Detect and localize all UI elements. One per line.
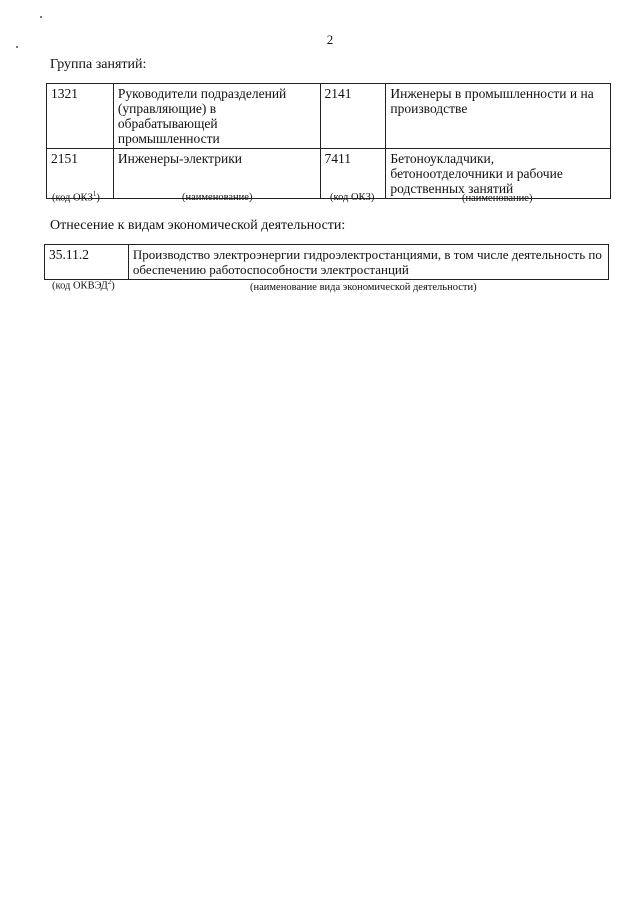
okved-code-cell: 35.11.2 <box>45 245 129 280</box>
scan-speck <box>40 16 42 18</box>
okz-code-caption-left <box>52 190 100 204</box>
occupation-group-title: Группа занятий: <box>50 57 147 72</box>
table-row <box>47 149 611 199</box>
okz-code-cell: 2141 <box>320 84 386 149</box>
caption-text: (код ОКЗ <box>52 192 93 204</box>
activity-name-cell: Производство электроэнергии гидроэлектростанциями, в том числе деятельность по обеспечению работоспособности электростанций <box>128 245 608 280</box>
occupation-name-cell: Бетоноукладчики, бетоноотделочники и рабочие родственных занятий <box>386 149 611 199</box>
occupation-name-cell: Руководители подразделений (управляющие) в обрабатывающей промышленности <box>113 84 320 149</box>
occupation-name-cell: Инженеры в промышленности и на производстве <box>386 84 611 149</box>
okz-code-cell: 1321 <box>47 84 114 149</box>
footnote-mark: 1 <box>92 190 97 198</box>
page-number: 2 <box>326 32 334 47</box>
table-row <box>47 84 611 149</box>
name-caption-left: (наименование) <box>182 192 253 203</box>
occupation-group-table <box>46 83 611 199</box>
caption-text: ) <box>96 192 100 204</box>
okved-code-caption <box>52 278 115 292</box>
economic-activity-table <box>44 244 609 280</box>
okz-code-cell: 7411 <box>320 149 386 199</box>
footnote-mark: 2 <box>107 278 112 286</box>
okz-code-cell: 2151 <box>47 149 114 199</box>
activity-name-caption: (наименование вида экономической деятельности) <box>250 282 477 293</box>
economic-activity-title: Отнесение к видам экономической деятельности: <box>50 218 346 233</box>
occupation-name-cell: Инженеры-электрики <box>113 149 320 199</box>
scan-speck <box>16 46 18 48</box>
table-row <box>45 245 609 280</box>
caption-text: (код ОКВЭД <box>52 280 108 292</box>
okz-code-caption-right: (код ОКЗ) <box>330 192 375 203</box>
name-caption-right: (наименование) <box>462 193 533 204</box>
caption-text: ) <box>111 280 115 292</box>
